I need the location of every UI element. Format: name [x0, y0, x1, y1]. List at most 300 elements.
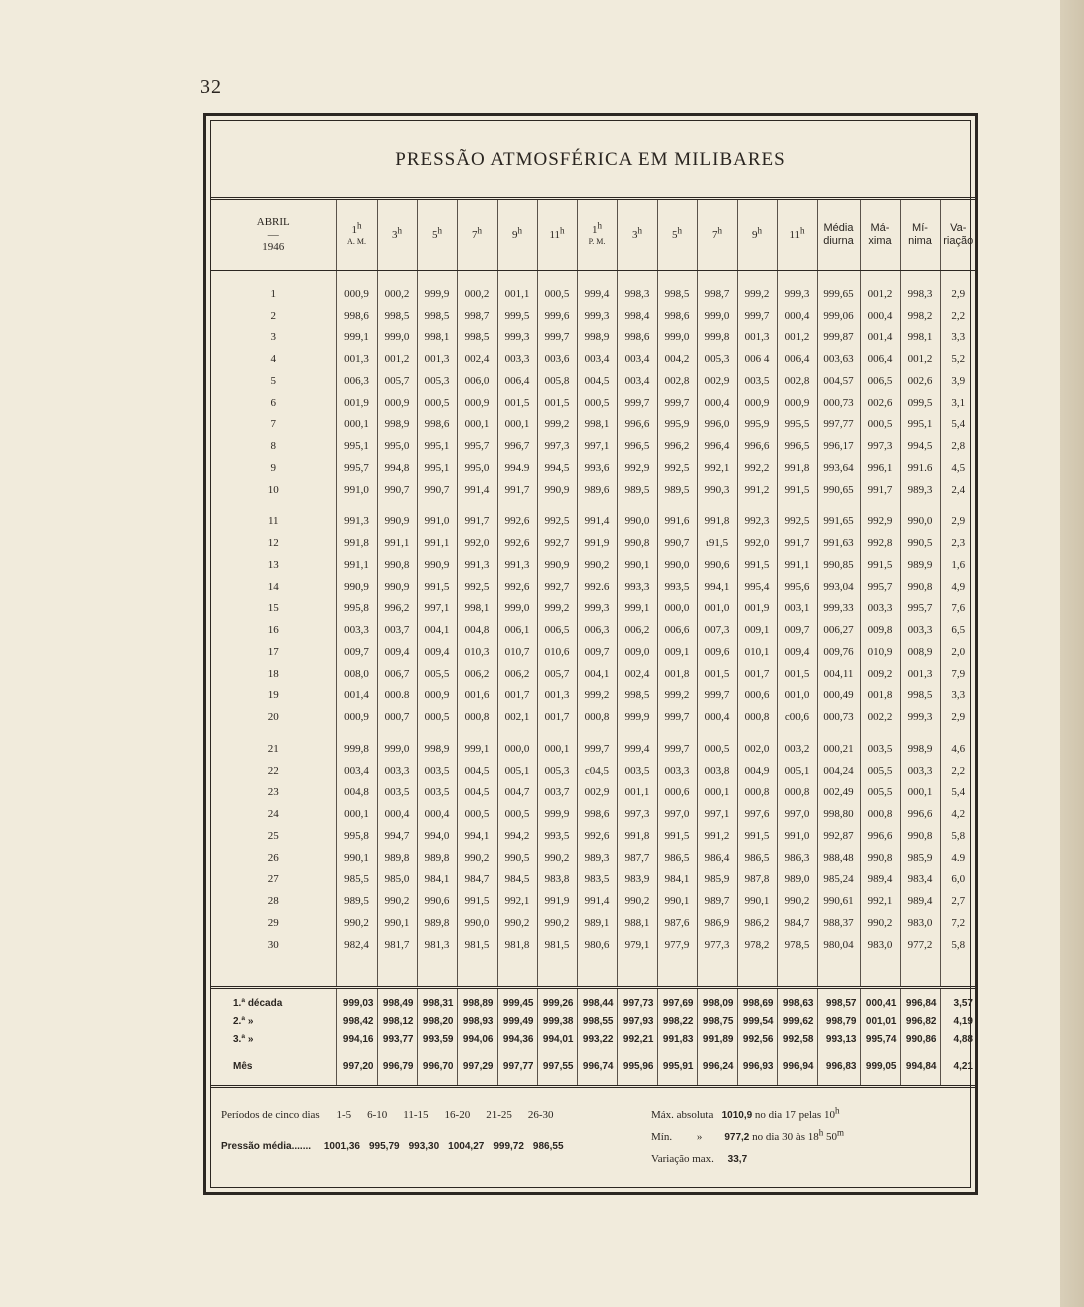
- table-cell: 992,5: [777, 511, 817, 533]
- variacao-header: [940, 199, 976, 271]
- hour-sup: h: [637, 225, 642, 236]
- summary-cell: 990,86: [900, 1031, 940, 1049]
- table-cell: 009,1: [657, 641, 697, 663]
- page-number: 32: [200, 76, 222, 98]
- hour-label: [337, 220, 377, 237]
- spacer-cell: [777, 956, 817, 988]
- table-cell: 003,4: [577, 348, 617, 370]
- spacer-cell: [211, 271, 336, 284]
- table-cell: 999,1: [336, 327, 377, 349]
- table-cell: 003,3: [497, 348, 537, 370]
- table-cell: 000,5: [417, 392, 457, 414]
- table-cell: 991,65: [817, 511, 860, 533]
- day-number: 11: [211, 511, 336, 533]
- table-cell: 999,7: [537, 327, 577, 349]
- table-cell: 003,7: [377, 619, 417, 641]
- summary-cell: 993,77: [377, 1031, 417, 1049]
- summary-rows: [211, 987, 976, 1086]
- table-cell: 999,3: [777, 283, 817, 305]
- table-cell: 990,0: [617, 511, 657, 533]
- table-cell: 009,1: [737, 619, 777, 641]
- table-cell: 999,9: [537, 803, 577, 825]
- day-number: 13: [211, 554, 336, 576]
- period-pressure: 1004,27: [448, 1141, 485, 1152]
- table-cell: 2,9: [951, 287, 966, 300]
- day-number: 19: [211, 685, 336, 707]
- table-cell: 990,9: [537, 479, 577, 501]
- table-cell: 998,9: [377, 414, 417, 436]
- hour-header: [697, 199, 737, 271]
- spacer-cell: [577, 728, 617, 738]
- spacer-row: [211, 728, 976, 738]
- spacer-cell: [497, 501, 537, 511]
- summary-cell: 998,89: [457, 987, 497, 1013]
- table-cell: 004,5: [457, 782, 497, 804]
- table-cell: 990,1: [336, 847, 377, 869]
- table-cell: 992,0: [737, 532, 777, 554]
- day-number: 17: [211, 641, 336, 663]
- spacer-cell: [377, 956, 417, 988]
- spacer-cell: [577, 956, 617, 988]
- table-cell: 985,5: [336, 869, 377, 891]
- table-cell: 991,5: [737, 554, 777, 576]
- summary-cell: 997,93: [617, 1013, 657, 1031]
- hour-sup: h: [717, 225, 722, 236]
- table-cell: 997,1: [577, 435, 617, 457]
- hour-ampm: A. M.: [347, 236, 366, 246]
- table-cell: 990,1: [657, 890, 697, 912]
- table-row: [211, 825, 976, 847]
- table-cell: 999,7: [577, 738, 617, 760]
- table-cell: 996,6: [737, 435, 777, 457]
- hour-sup: h: [597, 220, 602, 231]
- spacer-cell: [537, 501, 577, 511]
- table-cell: 991,0: [336, 479, 377, 501]
- spacer-cell: [457, 728, 497, 738]
- table-cell: 000,4: [777, 305, 817, 327]
- summary-row: [211, 1031, 976, 1049]
- table-cell: 004,11: [817, 663, 860, 685]
- table-cell: 990,5: [497, 847, 537, 869]
- table-cell: 000,9: [737, 392, 777, 414]
- table-cell: 998,5: [900, 685, 940, 707]
- summary-cell: 998,12: [377, 1013, 417, 1031]
- hour-number: 3: [632, 228, 638, 241]
- table-cell: 996,5: [777, 435, 817, 457]
- table-cell: 991,7: [777, 532, 817, 554]
- table-cell: 995,5: [777, 414, 817, 436]
- table-cell: 009,4: [377, 641, 417, 663]
- table-inner-frame: [210, 120, 974, 1188]
- table-cell: 006,5: [860, 370, 900, 392]
- hour-label: [418, 225, 457, 242]
- summary-cell: 996,94: [777, 1049, 817, 1087]
- table-cell: 990,2: [777, 890, 817, 912]
- spacer-cell: [737, 271, 777, 284]
- table-cell: 002,1: [497, 706, 537, 728]
- spacer-cell: [777, 271, 817, 284]
- table-cell: 000,49: [817, 685, 860, 707]
- table-cell: 994,7: [377, 825, 417, 847]
- spacer-cell: [657, 501, 697, 511]
- table-row: [211, 392, 976, 414]
- table-cell: 001,5: [697, 663, 737, 685]
- hour-sup: h: [800, 225, 805, 236]
- day-number: 4: [211, 348, 336, 370]
- table-cell: 001,7: [497, 685, 537, 707]
- periods-list: [322, 1109, 553, 1121]
- table-cell: 990,8: [860, 847, 900, 869]
- table-cell: ɩ91,5: [697, 532, 737, 554]
- table-cell: 989,6: [577, 479, 617, 501]
- table-cell: 008,0: [336, 663, 377, 685]
- table-cell: 003,2: [777, 738, 817, 760]
- day-number: 7: [211, 414, 336, 436]
- table-cell: 985,24: [817, 869, 860, 891]
- table-cell: 978,5: [777, 934, 817, 956]
- year-label: 1946: [262, 241, 285, 254]
- summary-cell: 998,57: [817, 987, 860, 1013]
- spacer-cell: [940, 501, 976, 511]
- table-row: [211, 869, 976, 891]
- table-cell: 001,2: [900, 348, 940, 370]
- hour-header: [537, 199, 577, 271]
- table-cell: 003,3: [657, 760, 697, 782]
- summary-cell: 998,93: [457, 1013, 497, 1031]
- table-cell: 998,5: [657, 283, 697, 305]
- table-cell: 6,5: [951, 624, 966, 637]
- spacer-cell: [211, 956, 336, 988]
- table-cell: 996,17: [817, 435, 860, 457]
- table-cell: 001,3: [537, 685, 577, 707]
- table-cell: 991,5: [657, 825, 697, 847]
- table-cell: 009,6: [697, 641, 737, 663]
- table-cell: 006,3: [336, 370, 377, 392]
- variation-row: [651, 1153, 747, 1165]
- table-cell: 995,8: [336, 598, 377, 620]
- table-cell: 001,8: [860, 685, 900, 707]
- table-cell: 990,0: [457, 912, 497, 934]
- spacer-cell: [657, 271, 697, 284]
- table-cell: 995,8: [336, 825, 377, 847]
- table-cell: 006,4: [860, 348, 900, 370]
- table-cell: 990,85: [817, 554, 860, 576]
- summary-cell: 993,13: [817, 1031, 860, 1049]
- spacer-row: [211, 956, 976, 988]
- table-cell: 994,0: [417, 825, 457, 847]
- table-cell: 998,6: [336, 305, 377, 327]
- table-cell: 992,5: [657, 457, 697, 479]
- table-cell: 991,8: [697, 511, 737, 533]
- hour-label: [738, 225, 777, 242]
- table-cell: 999,3: [900, 706, 940, 728]
- period-pressure: 995,79: [368, 1141, 400, 1152]
- table-cell: 991,2: [737, 479, 777, 501]
- table-row: [211, 457, 976, 479]
- hour-header: [737, 199, 777, 271]
- table-cell: 997,77: [817, 414, 860, 436]
- day-number: 14: [211, 576, 336, 598]
- table-cell: 002,9: [577, 782, 617, 804]
- hour-label: [538, 225, 577, 242]
- table-cell: 000,8: [737, 782, 777, 804]
- table-cell: 991,1: [777, 554, 817, 576]
- table-cell: 7,6: [951, 602, 966, 615]
- spacer-cell: [940, 728, 976, 738]
- day-number: 25: [211, 825, 336, 847]
- spacer-cell: [940, 271, 976, 284]
- table-cell: 005,5: [860, 760, 900, 782]
- table-cell: 989,4: [860, 869, 900, 891]
- table-cell: 990,65: [817, 479, 860, 501]
- day-number: 8: [211, 435, 336, 457]
- table-cell: 999,5: [497, 305, 537, 327]
- table-cell: 001,2: [860, 283, 900, 305]
- table-cell: 990,9: [377, 511, 417, 533]
- table-row: [211, 619, 976, 641]
- table-cell: 001,5: [537, 392, 577, 414]
- period-pressure: 999,72: [493, 1141, 524, 1152]
- table-cell: 985,9: [900, 847, 940, 869]
- table-cell: 995,7: [336, 457, 377, 479]
- summary-cell: 994,16: [336, 1031, 377, 1049]
- table-cell: 990,1: [377, 912, 417, 934]
- spacer-cell: [336, 501, 377, 511]
- spacer-cell: [457, 271, 497, 284]
- table-cell: 000,73: [817, 392, 860, 414]
- table-cell: 986,5: [657, 847, 697, 869]
- table-cell: 999,7: [617, 392, 657, 414]
- table-cell: 000,1: [900, 782, 940, 804]
- table-cell: 000,1: [336, 803, 377, 825]
- summary-cell: 994,01: [537, 1031, 577, 1049]
- table-cell: 003,3: [860, 598, 900, 620]
- table-cell: 002,49: [817, 782, 860, 804]
- table-cell: 992,9: [617, 457, 657, 479]
- table-cell: 992,3: [737, 511, 777, 533]
- spacer-cell: [417, 728, 457, 738]
- table-cell: 000,9: [777, 392, 817, 414]
- table-cell: 996,1: [860, 457, 900, 479]
- spacer-cell: [577, 501, 617, 511]
- table-cell: 002,8: [657, 370, 697, 392]
- summary-cell: 991,83: [657, 1031, 697, 1049]
- table-cell: 006,1: [497, 619, 537, 641]
- table-cell: 992,6: [577, 825, 617, 847]
- day-number: 20: [211, 706, 336, 728]
- table-cell: 981,8: [497, 934, 537, 956]
- table-cell: 998,1: [900, 327, 940, 349]
- table-cell: 004,1: [417, 619, 457, 641]
- hour-sup: h: [437, 225, 442, 236]
- day-number: 3: [211, 327, 336, 349]
- table-cell: 004,8: [457, 619, 497, 641]
- spacer-cell: [211, 501, 336, 511]
- table-cell: 991,5: [417, 576, 457, 598]
- min-text: no dia 30 às 18: [752, 1131, 819, 1143]
- table-cell: 994,8: [377, 457, 417, 479]
- day-number: 21: [211, 738, 336, 760]
- table-row: [211, 803, 976, 825]
- table-cell: 006,2: [457, 663, 497, 685]
- table-cell: 000,1: [537, 738, 577, 760]
- table-cell: 002,4: [617, 663, 657, 685]
- table-cell: 004,57: [817, 370, 860, 392]
- table-cell: 000,9: [457, 392, 497, 414]
- min-sup-m: m: [836, 1127, 844, 1138]
- table-cell: 005,7: [537, 663, 577, 685]
- summary-cell: 995,96: [617, 1049, 657, 1087]
- spacer-cell: [697, 728, 737, 738]
- day-number: 22: [211, 760, 336, 782]
- summary-cell: 998,09: [697, 987, 737, 1013]
- table-cell: 998,6: [657, 305, 697, 327]
- table-cell: 987,6: [657, 912, 697, 934]
- table-cell: 991,2: [697, 825, 737, 847]
- summary-cell: 998,63: [777, 987, 817, 1013]
- table-cell: c04,5: [577, 760, 617, 782]
- spacer-cell: [617, 956, 657, 988]
- table-cell: 995,7: [457, 435, 497, 457]
- table-cell: 985,9: [697, 869, 737, 891]
- table-cell: 990,0: [900, 511, 940, 533]
- spacer-cell: [860, 728, 900, 738]
- summary-label: 3.ª »: [211, 1031, 336, 1049]
- table-cell: 005,1: [777, 760, 817, 782]
- table-cell: 3,9: [951, 374, 966, 387]
- table-cell: 998,2: [900, 305, 940, 327]
- table-cell: 999,2: [537, 414, 577, 436]
- table-cell: 001,1: [617, 782, 657, 804]
- table-cell: 991,7: [860, 479, 900, 501]
- table-cell: 4,5: [951, 461, 966, 474]
- variacao-header-line1: Va-: [950, 222, 967, 235]
- max-abs-label: Máx. absoluta: [651, 1109, 714, 1121]
- table-cell: 999,33: [817, 598, 860, 620]
- summary-cell: 996,24: [697, 1049, 737, 1087]
- table-cell: 989,3: [900, 479, 940, 501]
- hour-header: [377, 199, 417, 271]
- table-cell: 003,4: [617, 348, 657, 370]
- summary-cell: 4,19: [953, 1016, 973, 1027]
- table-cell: 989,1: [577, 912, 617, 934]
- table-cell: 997,0: [657, 803, 697, 825]
- table-cell: 990,2: [497, 912, 537, 934]
- table-cell: 996,0: [697, 414, 737, 436]
- spacer-cell: [737, 956, 777, 988]
- table-cell: 000,1: [697, 782, 737, 804]
- table-cell: 992,6: [497, 576, 537, 598]
- table-cell: 000,5: [537, 283, 577, 305]
- hour-label: [578, 220, 617, 237]
- summary-cell: 997,55: [537, 1049, 577, 1087]
- table-cell: 992,1: [497, 890, 537, 912]
- table-cell: 000,21: [817, 738, 860, 760]
- hour-sup: h: [357, 220, 362, 231]
- table-cell: 999,0: [377, 327, 417, 349]
- table-cell: 998,3: [617, 283, 657, 305]
- table-cell: 989,7: [697, 890, 737, 912]
- table-cell: 999,3: [577, 598, 617, 620]
- table-cell: 000,9: [336, 283, 377, 305]
- summary-row: [211, 1049, 976, 1087]
- min-sup-h: h: [818, 1127, 824, 1138]
- table-cell: 999,4: [617, 738, 657, 760]
- table-cell: 2,0: [951, 645, 966, 658]
- table-cell: 009,76: [817, 641, 860, 663]
- table-cell: 991.6: [900, 457, 940, 479]
- table-cell: 983,5: [577, 869, 617, 891]
- table-cell: 995,1: [417, 457, 457, 479]
- minima-header-line2: nima: [908, 235, 932, 247]
- table-cell: 990,9: [336, 576, 377, 598]
- table-cell: 001,5: [497, 392, 537, 414]
- table-cell: 991,3: [336, 511, 377, 533]
- media-header-line2: diurna: [823, 235, 854, 247]
- spacer-cell: [860, 501, 900, 511]
- table-cell: 006,5: [537, 619, 577, 641]
- spacer-cell: [617, 271, 657, 284]
- day-number: 18: [211, 663, 336, 685]
- summary-cell: 999,03: [336, 987, 377, 1013]
- table-cell: 5,4: [951, 786, 966, 799]
- table-cell: 981,5: [457, 934, 497, 956]
- hour-header: [777, 199, 817, 271]
- table-cell: 003,3: [336, 619, 377, 641]
- spacer-cell: [900, 728, 940, 738]
- table-cell: 001,7: [737, 663, 777, 685]
- table-cell: 983,0: [900, 912, 940, 934]
- hour-number: 11: [789, 228, 801, 241]
- spacer-cell: [537, 271, 577, 284]
- table-cell: 999,7: [697, 685, 737, 707]
- table-row: [211, 934, 976, 956]
- table-cell: 001,2: [777, 327, 817, 349]
- summary-cell: 999,45: [497, 987, 537, 1013]
- table-cell: 991,4: [577, 890, 617, 912]
- table-cell: 010,1: [737, 641, 777, 663]
- table-cell: 000,73: [817, 706, 860, 728]
- table-cell: 004,8: [336, 782, 377, 804]
- spacer-cell: [900, 271, 940, 284]
- day-number: 10: [211, 479, 336, 501]
- summary-cell: 996,84: [900, 987, 940, 1013]
- table-cell: 991,4: [577, 511, 617, 533]
- spacer-cell: [336, 956, 377, 988]
- summary-cell: 998,22: [657, 1013, 697, 1031]
- table-cell: 996,6: [900, 803, 940, 825]
- table-cell: 995,9: [657, 414, 697, 436]
- table-cell: 006,4: [777, 348, 817, 370]
- table-cell: 993,04: [817, 576, 860, 598]
- table-row: [211, 641, 976, 663]
- table-cell: 998,5: [617, 685, 657, 707]
- table-cell: 2,4: [951, 483, 966, 496]
- table-cell: 004,24: [817, 760, 860, 782]
- table-cell: 009,4: [417, 641, 457, 663]
- table-cell: 7,2: [951, 916, 966, 929]
- table-cell: 999,2: [737, 283, 777, 305]
- spacer-cell: [737, 728, 777, 738]
- hour-sup: h: [397, 225, 402, 236]
- table-cell: 990,1: [737, 890, 777, 912]
- summary-cell: 999,05: [860, 1049, 900, 1087]
- table-cell: 996,2: [377, 598, 417, 620]
- summary-cell: 999,62: [777, 1013, 817, 1031]
- table-cell: 990,6: [417, 890, 457, 912]
- hour-header: [336, 199, 377, 271]
- spacer-cell: [537, 728, 577, 738]
